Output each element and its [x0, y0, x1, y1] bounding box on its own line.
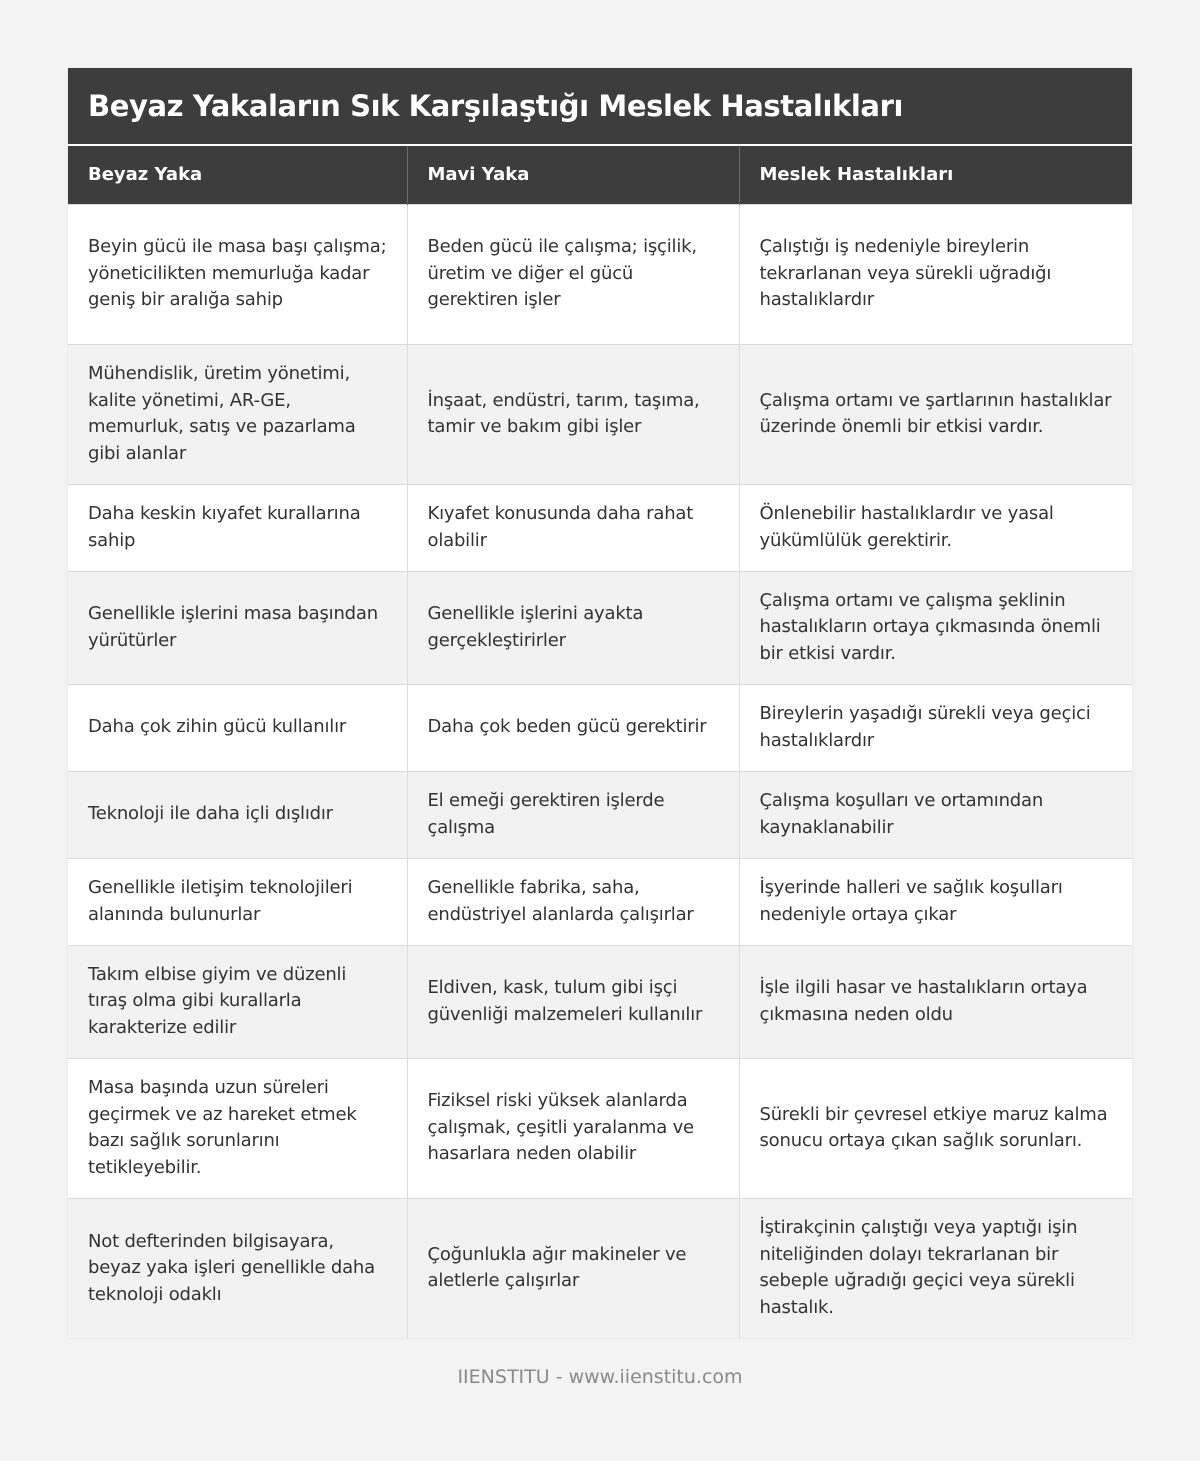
table-cell: Genellikle işlerini ayakta gerçekleştirirler [407, 571, 739, 684]
table-body [68, 204, 1132, 1338]
table-row [68, 571, 1132, 684]
table-cell: Önlenebilir hastalıklardır ve yasal yükümlülük gerektirir. [739, 484, 1132, 571]
table-cell: Çoğunlukla ağır makineler ve aletlerle çalışırlar [407, 1198, 739, 1338]
table-row [68, 204, 1132, 344]
table-cell: Çalışma ortamı ve çalışma şeklinin hastalıkların ortaya çıkmasında önemli bir etkisi vardır. [739, 571, 1132, 684]
table-row [68, 344, 1132, 484]
table-cell: Eldiven, kask, tulum gibi işçi güvenliği malzemeleri kullanılır [407, 945, 739, 1058]
footer-credit: IIENSTITU - www.iienstitu.com [457, 1366, 743, 1388]
title-bar [68, 68, 1132, 144]
table-row [68, 945, 1132, 1058]
comparison-table [68, 144, 1132, 1338]
table-cell: Beyin gücü ile masa başı çalışma; yöneticilikten memurluğa kadar geniş bir aralığa sahip [68, 204, 407, 344]
table-cell: Çalışma ortamı ve şartlarının hastalıklar üzerinde önemli bir etkisi vardır. [739, 344, 1132, 484]
table-cell: Kıyafet konusunda daha rahat olabilir [407, 484, 739, 571]
table-cell: Sürekli bir çevresel etkiye maruz kalma sonucu ortaya çıkan sağlık sorunları. [739, 1058, 1132, 1198]
table-row [68, 1198, 1132, 1338]
table-card [68, 68, 1132, 1338]
table-cell: Genellikle fabrika, saha, endüstriyel alanlarda çalışırlar [407, 858, 739, 945]
table-row [68, 484, 1132, 571]
table-row [68, 771, 1132, 858]
table-cell: Takım elbise giyim ve düzenli tıraş olma gibi kurallarla karakterize edilir [68, 945, 407, 1058]
table-row [68, 858, 1132, 945]
table-header-row [68, 145, 1132, 204]
table-cell: Genellikle işlerini masa başından yürütürler [68, 571, 407, 684]
table-cell: İşyerinde halleri ve sağlık koşulları nedeniyle ortaya çıkar [739, 858, 1132, 945]
table-cell: İştirakçinin çalıştığı veya yaptığı işin niteliğinden dolayı tekrarlanan bir sebeple uğradığı geçici veya sürekli hastalık. [739, 1198, 1132, 1338]
table-cell: İşle ilgili hasar ve hastalıkların ortaya çıkmasına neden oldu [739, 945, 1132, 1058]
table-cell: Çalışma koşulları ve ortamından kaynaklanabilir [739, 771, 1132, 858]
table-cell: Daha çok zihin gücü kullanılır [68, 684, 407, 771]
column-header-blue-collar: Mavi Yaka [407, 145, 739, 204]
table-cell: İnşaat, endüstri, tarım, taşıma, tamir ve bakım gibi işler [407, 344, 739, 484]
table-cell: Daha çok beden gücü gerektirir [407, 684, 739, 771]
table-cell: Fiziksel riski yüksek alanlarda çalışmak, çeşitli yaralanma ve hasarlara neden olabilir [407, 1058, 739, 1198]
table-cell: Daha keskin kıyafet kurallarına sahip [68, 484, 407, 571]
column-header-white-collar: Beyaz Yaka [68, 145, 407, 204]
table-cell: Masa başında uzun süreleri geçirmek ve az hareket etmek bazı sağlık sorunlarını tetikleyebilir. [68, 1058, 407, 1198]
column-header-occupational-diseases: Meslek Hastalıkları [739, 145, 1132, 204]
table-row [68, 684, 1132, 771]
table-cell: Not defterinden bilgisayara, beyaz yaka işleri genellikle daha teknoloji odaklı [68, 1198, 407, 1338]
table-cell: Genellikle iletişim teknolojileri alanında bulunurlar [68, 858, 407, 945]
table-cell: Bireylerin yaşadığı sürekli veya geçici hastalıklardır [739, 684, 1132, 771]
table-cell: Çalıştığı iş nedeniyle bireylerin tekrarlanan veya sürekli uğradığı hastalıklardır [739, 204, 1132, 344]
table-cell: Teknoloji ile daha içli dışlıdır [68, 771, 407, 858]
page-title: Beyaz Yakaların Sık Karşılaştığı Meslek Hastalıkları [88, 89, 904, 123]
table-cell: Beden gücü ile çalışma; işçilik, üretim ve diğer el gücü gerektiren işler [407, 204, 739, 344]
table-row [68, 1058, 1132, 1198]
table-cell: El emeği gerektiren işlerde çalışma [407, 771, 739, 858]
table-cell: Mühendislik, üretim yönetimi, kalite yönetimi, AR-GE, memurluk, satış ve pazarlama gibi alanlar [68, 344, 407, 484]
